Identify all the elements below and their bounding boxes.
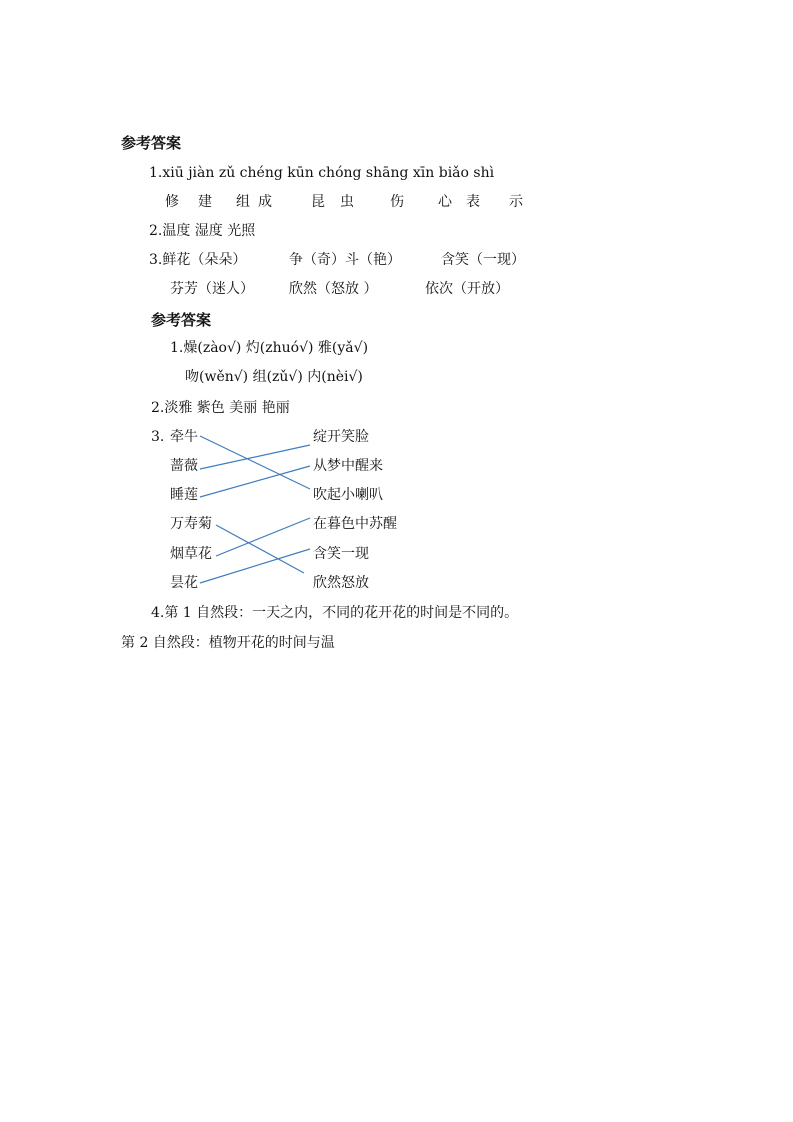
- s2-q1-line2: 吻(wěn√) 组(zǔ√) 内(nèi√): [185, 369, 363, 385]
- q1-char: 组: [236, 194, 250, 210]
- q1-char: 伤: [390, 194, 404, 210]
- q3-item: 3.鲜花（朵朵）: [149, 252, 247, 268]
- q3-item: 争（奇）斗（艳）: [289, 252, 401, 268]
- q1-char: 示: [509, 194, 523, 210]
- match-line: [200, 445, 310, 469]
- match-right-item: 含笑一现: [313, 546, 369, 562]
- q3-item: 欣然（怒放 ）: [289, 281, 378, 297]
- q1-char: 虫: [340, 194, 354, 210]
- q2-answer: 2.温度 湿度 光照: [149, 223, 256, 239]
- match-left-item: 烟草花: [170, 546, 212, 562]
- match-line: [200, 549, 310, 583]
- match-left-item: 蔷薇: [170, 458, 198, 474]
- match-right-item: 在暮色中苏醒: [313, 516, 397, 532]
- q3-item: 依次（开放）: [425, 281, 509, 297]
- match-left-item: 睡莲: [170, 487, 198, 503]
- match-right-item: 从梦中醒来: [313, 458, 383, 474]
- section-heading-2: 参考答案: [151, 311, 212, 329]
- match-left-item: 牵牛: [170, 429, 198, 445]
- match-right-item: 欣然怒放: [313, 575, 369, 591]
- match-right-item: 绽开笑脸: [313, 429, 369, 445]
- s2-q1-line1: 1.燥(zào√) 灼(zhuó√) 雅(yǎ√): [170, 340, 369, 356]
- q3-item: 含笑（一现）: [441, 252, 525, 268]
- section-heading-1: 参考答案: [121, 134, 182, 152]
- match-right-item: 吹起小喇叭: [313, 487, 383, 503]
- q1-char: 成: [258, 194, 272, 210]
- q1-char: 昆: [311, 194, 325, 210]
- s2-q2-answer: 2.淡雅 紫色 美丽 艳丽: [151, 400, 290, 416]
- s2-q4-line2: 第 2 自然段：植物开花的时间与温: [121, 635, 335, 651]
- s2-q3-prefix: 3.: [151, 429, 165, 445]
- match-line: [216, 525, 304, 573]
- match-left-item: 昙花: [170, 575, 198, 591]
- q1-pinyin: 1.xiū jiàn zǔ chéng kūn chóng shāng xīn biǎo shì: [149, 165, 495, 181]
- q1-char: 修: [165, 194, 179, 210]
- q1-char: 建: [198, 194, 212, 210]
- q1-char: 心: [438, 194, 452, 210]
- s2-q4-line1: 4.第 1 自然段：一天之内，不同的花开花的时间是不同的。: [151, 605, 519, 621]
- q3-item: 芬芳（迷人）: [170, 281, 254, 297]
- q1-char: 表: [466, 194, 480, 210]
- match-left-item: 万寿菊: [170, 516, 212, 532]
